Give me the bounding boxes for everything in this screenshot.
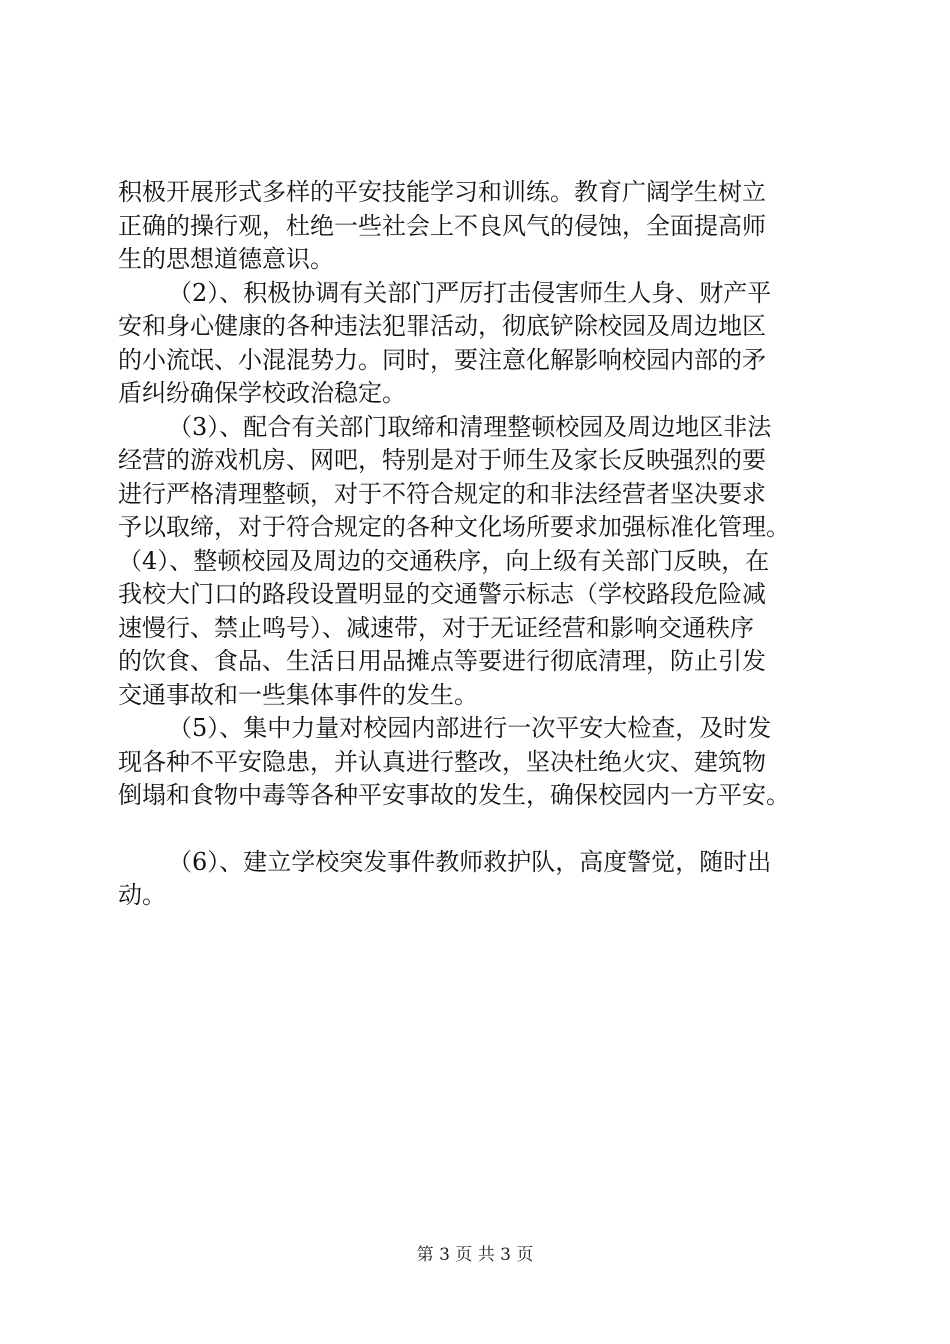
paragraph-2-line-4: 盾纠纷确保学校政治稳定。 xyxy=(118,379,406,407)
paragraph-5-line-2: 现各种不平安隐患，并认真进行整改，坚决杜绝火灾、建筑物 xyxy=(118,747,766,776)
document-body xyxy=(118,176,848,913)
page-footer: 第 3 页 共 3 页 xyxy=(416,1245,534,1265)
paragraph-1-line-3: 生的思想道德意识。 xyxy=(118,245,334,273)
paragraph-5-line-1: （5）、集中力量对校园内部进行一次平安大检查，及时发 xyxy=(168,714,772,742)
paragraph-1-line-2: 正确的操行观，杜绝一些社会上不良风气的侵蚀，全面提高师 xyxy=(118,211,766,240)
paragraph-4-line-3: 速慢行、禁止鸣号）、减速带，对于无证经营和影响交通秩序 xyxy=(118,613,754,642)
paragraph-4-line-2: 我校大门口的路段设置明显的交通警示标志（学校路段危险减 xyxy=(118,580,766,608)
paragraph-2-line-2: 安和身心健康的各种违法犯罪活动，彻底铲除校园及周边地区 xyxy=(118,312,766,340)
paragraph-1-line-1: 积极开展形式多样的平安技能学习和训练。教育广阔学生树立 xyxy=(118,178,766,206)
paragraph-2-line-3: 的小流氓、小混混势力。同时，要注意化解影响校园内部的矛 xyxy=(118,345,766,374)
paragraph-3-line-2: 经营的游戏机房、网吧，特别是对于师生及家长反映强烈的要 xyxy=(118,446,766,474)
paragraph-2-line-1: （2）、积极协调有关部门严厉打击侵害师生人身、财产平 xyxy=(168,278,772,307)
paragraph-4-line-4: 的饮食、食品、生活日用品摊点等要进行彻底清理，防止引发 xyxy=(118,647,766,675)
paragraph-6-line-2: 动。 xyxy=(118,881,166,909)
paragraph-3-line-4: 予以取缔，对于符合规定的各种文化场所要求加强标准化管理。 xyxy=(118,513,790,541)
paragraph-5-line-3: 倒塌和食物中毒等各种平安事故的发生，确保校园内一方平安。 xyxy=(118,781,790,809)
paragraph-4-line-1: （4）、整顿校园及周边的交通秩序，向上级有关部门反映，在 xyxy=(118,546,770,575)
paragraph-3-line-3: 进行严格清理整顿，对于不符合规定的和非法经营者坚决要求 xyxy=(118,479,766,508)
paragraph-3-line-1: （3）、配合有关部门取缔和清理整顿校园及周边地区非法 xyxy=(168,412,772,441)
paragraph-4-line-5: 交通事故和一些集体事件的发生。 xyxy=(118,680,478,709)
paragraph-6-line-1: （6）、建立学校突发事件教师救护队，高度警觉，随时出 xyxy=(168,847,772,876)
